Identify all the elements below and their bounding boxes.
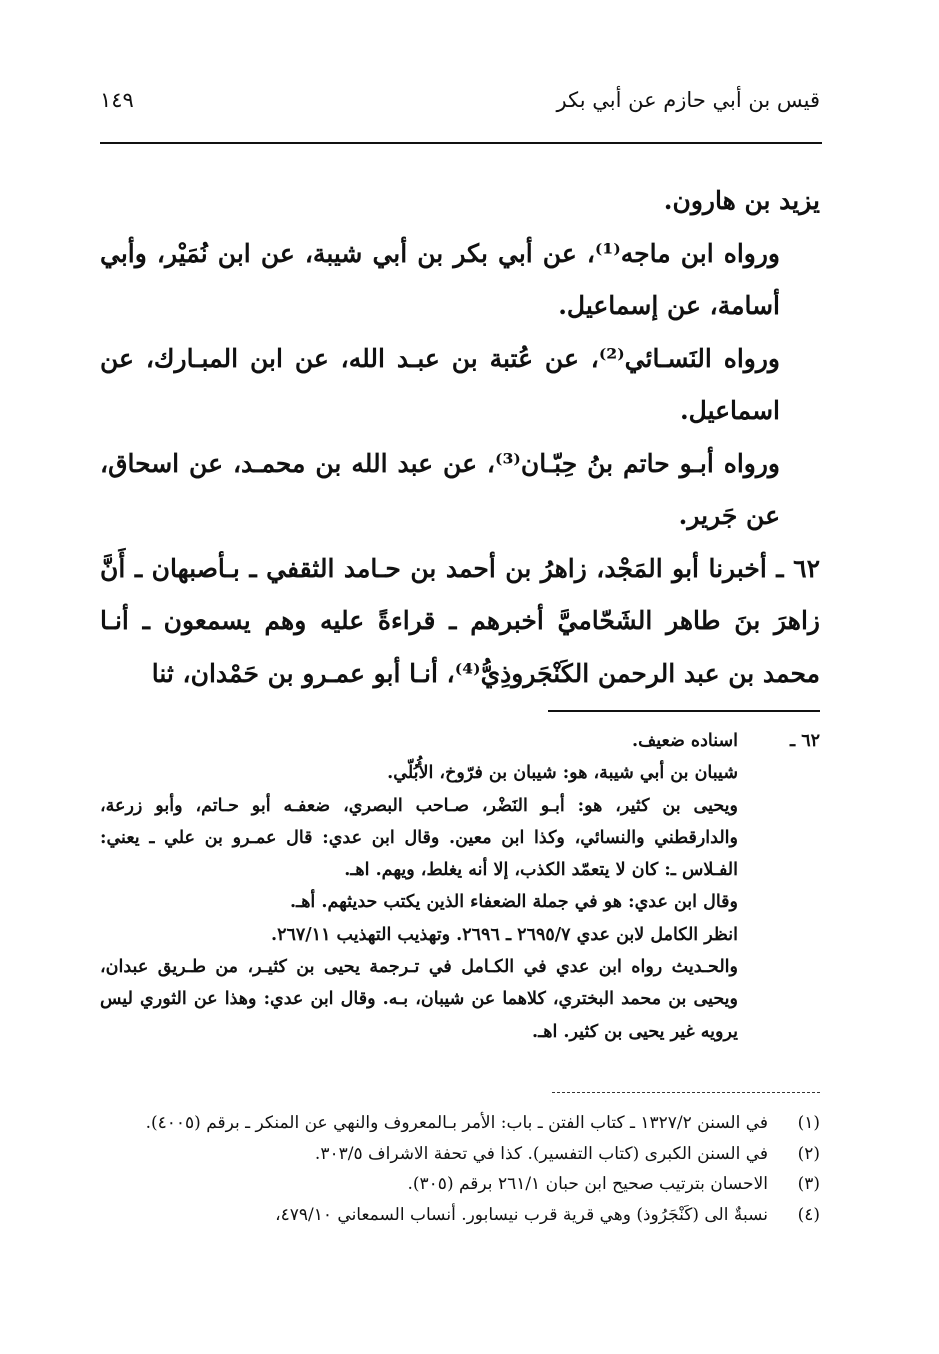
footnote-label: (١) <box>797 1113 820 1133</box>
footnote-item <box>100 1169 820 1200</box>
header-rule <box>100 142 822 144</box>
footnote-separator <box>552 1092 820 1093</box>
hadith-paragraph: ٦٢ ـ أخبرنا أبو المَجْد، زاهرُ بن أحمد بن حـامد الثقفي ـ بـأصبهان ـ أَنَّ زاهرَ بنَ طاهر الشَحّاميَّ أخبرهم ـ قراءةً عليه وهم يسمعون ـ أنـا محمد بن عبد الرحمن الكَنْجَروذِيُّ⁽⁴⁾، أنـا أبو عمـرو بن حَمْدان، ثنا <box>100 553 820 688</box>
commentary-rule <box>548 710 820 712</box>
footnote-item <box>100 1108 820 1139</box>
footnote-text: الاحسان بترتيب صحيح ابن حبان ٢٦١/١ برقم (٣٠٥). <box>407 1174 768 1194</box>
footnote-label: (٣) <box>797 1174 820 1194</box>
footnotes <box>100 1108 820 1230</box>
footnote-text: نسبةٌ الى (كَنْجَرُوذ) وهي قرية قرب نيسابور. أنساب السمعاني ٤٧٩/١٠، <box>275 1204 768 1225</box>
running-header <box>100 88 820 124</box>
page-number: ١٤٩ <box>100 88 134 112</box>
commentary-line: ويحيى بن كثير، هو: أبـو النَضْر، صـاحب البصري، ضعفـه أبو حـاتم، وأبو زرعة، والدارقطني والنسائي، وكذا ابن معين. وقال ابن عدي: قال عمـرو بن علي ـ يعني: الفـلاس ـ: كان لا يتعمّد الكذب، إلا أنه يغلط، ويهم. اهـ. <box>100 795 738 881</box>
footnote-text: في السنن الكبرى (كتاب التفسير). كذا في تحفة الاشراف ٣٠٣/٥. <box>314 1143 768 1164</box>
commentary-number: ٦٢ ـ <box>789 731 820 751</box>
footnote-text: في السنن ١٣٢٧/٢ ـ كتاب الفتن ـ باب: الأمر بـالمعروف والنهي عن المنكر ـ برقم (٤٠٠٥). <box>145 1113 768 1133</box>
running-title: قيس بن أبي حازم عن أبي بكر <box>556 88 820 112</box>
footnote-item <box>100 1200 820 1231</box>
main-line: يزيد بن هارون. <box>663 186 820 215</box>
commentary-line: والحـديث رواه ابن عدي في الكـامل في تـرجمة يحيى بن كثيـر، من طـريق عبدان، ويحيى بن محمد البختري، كلاهما عن شيبان، بـه. وقال ابن عدي: وهذا عن الثوري ليس يرويه غير يحيى بن كثير. اهـ. <box>100 957 738 1042</box>
commentary-line: شيبان بن أبي شيبة، هو: شيبان بن فرّوخ، الأُبُلّي. <box>387 763 738 784</box>
main-paragraph: ورواه أبـو حاتم بنُ حِبّـان⁽³⁾، عن عبد الله بن محمـد، عن اسحاق، عن جَرير. <box>100 448 780 530</box>
footnote-label: (٢) <box>797 1143 820 1164</box>
main-paragraph: ورواه ابن ماجه⁽¹⁾، عن أبي بكر بن أبي شيبة، عن ابن نُمَيْر، وأبي أسامة، عن إسماعيل. <box>100 238 780 320</box>
commentary-line: انظر الكامل لابن عدي ٢٦٩٥/٧ ـ ٢٦٩٦. وتهذيب التهذيب ٢٦٧/١١. <box>270 924 738 945</box>
commentary-line: وقال ابن عدي: هو في جملة الضعفاء الذين يكتب حديثهم. أهـ. <box>289 892 738 913</box>
main-paragraph: ورواه النَسـائي⁽²⁾، عن عُتبة بن عبـد الله، عن ابن المبـارك، عن اسماعيل. <box>100 343 780 425</box>
main-text <box>100 175 820 700</box>
footnote-label: (٤) <box>797 1204 820 1225</box>
footnote-item <box>100 1139 820 1170</box>
commentary-line: اسناده ضعيف. <box>632 731 738 751</box>
commentary-body <box>100 725 738 1048</box>
commentary-block <box>100 725 820 1048</box>
